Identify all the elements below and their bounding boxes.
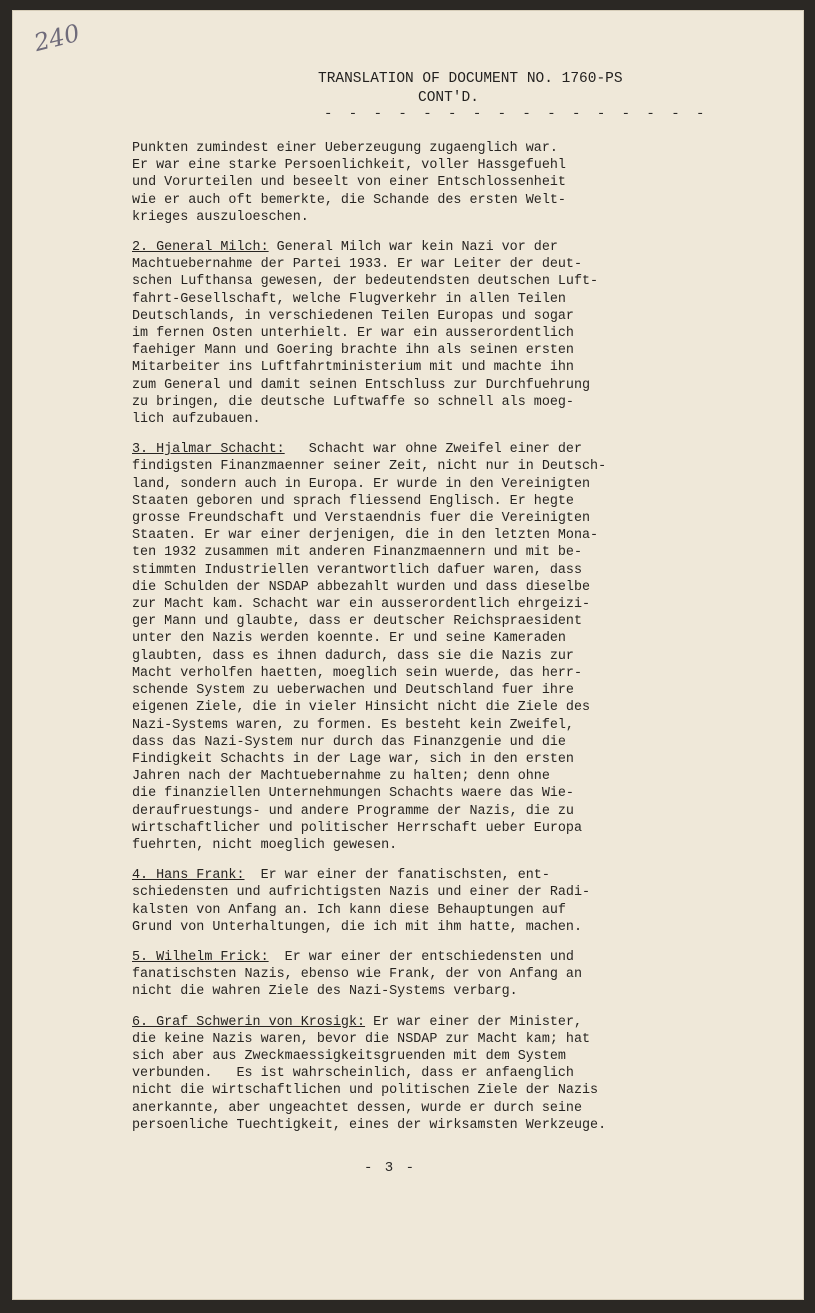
section-line: fanatischsten Nazis, ebenso wie Frank, der von Anfang an	[132, 967, 582, 983]
document-body	[132, 140, 732, 1134]
section-line: Jahren nach der Machtuebernahme zu halten; denn ohne	[132, 769, 550, 785]
section-line: eigenen Ziele, die in vieler Hinsicht nicht die Ziele des	[132, 700, 591, 716]
section-schwerin-von-krosigk	[132, 1014, 732, 1134]
header-rule: - - - - - - - - - - - - - - - -	[324, 106, 709, 122]
section-line: General Milch war kein Nazi vor der	[268, 240, 558, 256]
intro-line: Punkten zumindest einer Ueberzeugung zugaenglich war.	[132, 141, 558, 156]
section-line: nicht die wahren Ziele des Nazi-Systems verbarg.	[132, 984, 518, 1000]
section-heading: 2. General Milch:	[132, 240, 269, 256]
section-line: ten 1932 zusammen mit anderen Finanzmaennern und mit be-	[132, 545, 582, 561]
section-line: wirtschaftlicher und politischer Herrschaft ueber Europa	[132, 820, 582, 836]
section-general-milch	[132, 239, 732, 428]
section-line: zum General und damit seinen Entschluss zur Durchfuehrung	[132, 377, 591, 393]
section-line: schen Lufthansa gewesen, der bedeutendsten deutschen Luft-	[132, 274, 599, 290]
section-line: die finanziellen Unternehmungen Schachts waere das Wie-	[132, 786, 574, 802]
document-page	[12, 10, 804, 1300]
section-line: Staaten. Er war einer derjenigen, die in den letzten Mona-	[132, 528, 599, 544]
intro-line: Er war eine starke Persoenlichkeit, voller Hassgefuehl	[132, 158, 566, 174]
section-wilhelm-frick	[132, 949, 732, 1001]
section-line: fahrt-Gesellschaft, welche Flugverkehr in allen Teilen	[132, 291, 566, 307]
section-line: unter den Nazis werden koennte. Er und seine Kameraden	[132, 631, 566, 647]
section-line: die keine Nazis waren, bevor die NSDAP zur Macht kam; hat	[132, 1031, 591, 1047]
section-line: schende System zu ueberwachen und Deutschland fuer ihre	[132, 683, 574, 699]
section-line: land, sondern auch in Europa. Er wurde in den Vereinigten	[132, 476, 591, 492]
section-line: stimmten Industriellen verantwortlich dafuer waren, dass	[132, 562, 582, 578]
section-line: grosse Freundschaft und Verstaendnis fuer die Vereinigten	[132, 511, 591, 527]
handwritten-page-number: 240	[31, 18, 83, 58]
section-line: im fernen Osten unterhielt. Er war ein ausserordentlich	[132, 326, 574, 342]
document-header	[318, 70, 678, 108]
document-subtitle: CONT'D.	[418, 90, 479, 106]
document-title: TRANSLATION OF DOCUMENT NO. 1760-PS	[318, 71, 623, 87]
section-line: dass das Nazi-System nur durch das Finanzgenie und die	[132, 734, 566, 750]
section-line: verbunden. Es ist wahrscheinlich, dass er anfaenglich	[132, 1066, 574, 1082]
section-line: zur Macht kam. Schacht war ein ausserordentlich ehrgeizi-	[132, 597, 591, 613]
section-line: Er war einer der fanatischsten, ent-	[244, 868, 550, 884]
section-line: Machtuebernahme der Partei 1933. Er war Leiter der deut-	[132, 257, 582, 273]
section-line: lich aufzubauen.	[132, 412, 261, 428]
section-line: persoenliche Tuechtigkeit, eines der wirksamsten Werkzeuge.	[132, 1117, 607, 1133]
intro-paragraph	[132, 140, 732, 226]
section-line: findigsten Finanzmaenner seiner Zeit, nicht nur in Deutsch-	[132, 459, 607, 475]
section-line: zu bringen, die deutsche Luftwaffe so schnell als moeg-	[132, 394, 574, 410]
section-line: Staaten geboren und sprach fliessend Englisch. Er hegte	[132, 493, 574, 509]
section-line: Er war einer der Minister,	[365, 1014, 583, 1030]
section-line: sich aber aus Zweckmaessigkeitsgruenden mit dem System	[132, 1048, 566, 1064]
intro-line: und Vorurteilen und beseelt von einer Entschlossenheit	[132, 175, 566, 191]
section-heading: 5. Wilhelm Frick:	[132, 949, 269, 965]
section-line: Nazi-Systems waren, zu formen. Es besteht kein Zweifel,	[132, 717, 574, 733]
intro-line: krieges auszuloeschen.	[132, 209, 309, 225]
section-line: Findigkeit Schachts in der Lage war, sich in den ersten	[132, 751, 574, 767]
section-line: faehiger Mann und Goering brachte ihn als seinen ersten	[132, 343, 574, 359]
section-line: Schacht war ohne Zweifel einer der	[284, 442, 583, 458]
section-line: nicht die wirtschaftlichen und politischen Ziele der Nazis	[132, 1083, 599, 1099]
section-heading: 4. Hans Frank:	[132, 868, 245, 884]
section-line: Deutschlands, in verschiedenen Teilen Europas und sogar	[132, 308, 574, 324]
section-line: kalsten von Anfang an. Ich kann diese Behauptungen auf	[132, 902, 566, 918]
page-number: - 3 -	[364, 1160, 417, 1176]
intro-line: wie er auch oft bemerkte, die Schande des ersten Welt-	[132, 192, 566, 208]
section-hans-frank	[132, 867, 732, 936]
section-hjalmar-schacht	[132, 441, 732, 854]
section-line: fuehrten, nicht moeglich gewesen.	[132, 837, 398, 853]
section-line: anerkannte, aber ungeachtet dessen, wurde er durch seine	[132, 1100, 582, 1116]
section-line: deraufruestungs- und andere Programme der Nazis, die zu	[132, 803, 574, 819]
section-line: ger Mann und glaubte, dass er deutscher Reichspraesident	[132, 614, 582, 630]
section-line: glaubten, dass es ihnen dadurch, dass sie die Nazis zur	[132, 648, 574, 664]
section-line: Macht verholfen haetten, moeglich sein wuerde, das herr-	[132, 665, 582, 681]
section-line: schiedensten und aufrichtigsten Nazis und einer der Radi-	[132, 885, 591, 901]
section-line: die Schulden der NSDAP abbezahlt wurden und dass dieselbe	[132, 579, 591, 595]
section-line: Er war einer der entschiedensten und	[268, 949, 574, 965]
section-heading: 6. Graf Schwerin von Krosigk:	[132, 1014, 366, 1030]
section-heading: 3. Hjalmar Schacht:	[132, 442, 285, 458]
section-line: Grund von Unterhaltungen, die ich mit ihm hatte, machen.	[132, 919, 582, 935]
section-line: Mitarbeiter ins Luftfahrtministerium mit und machte ihn	[132, 360, 574, 376]
